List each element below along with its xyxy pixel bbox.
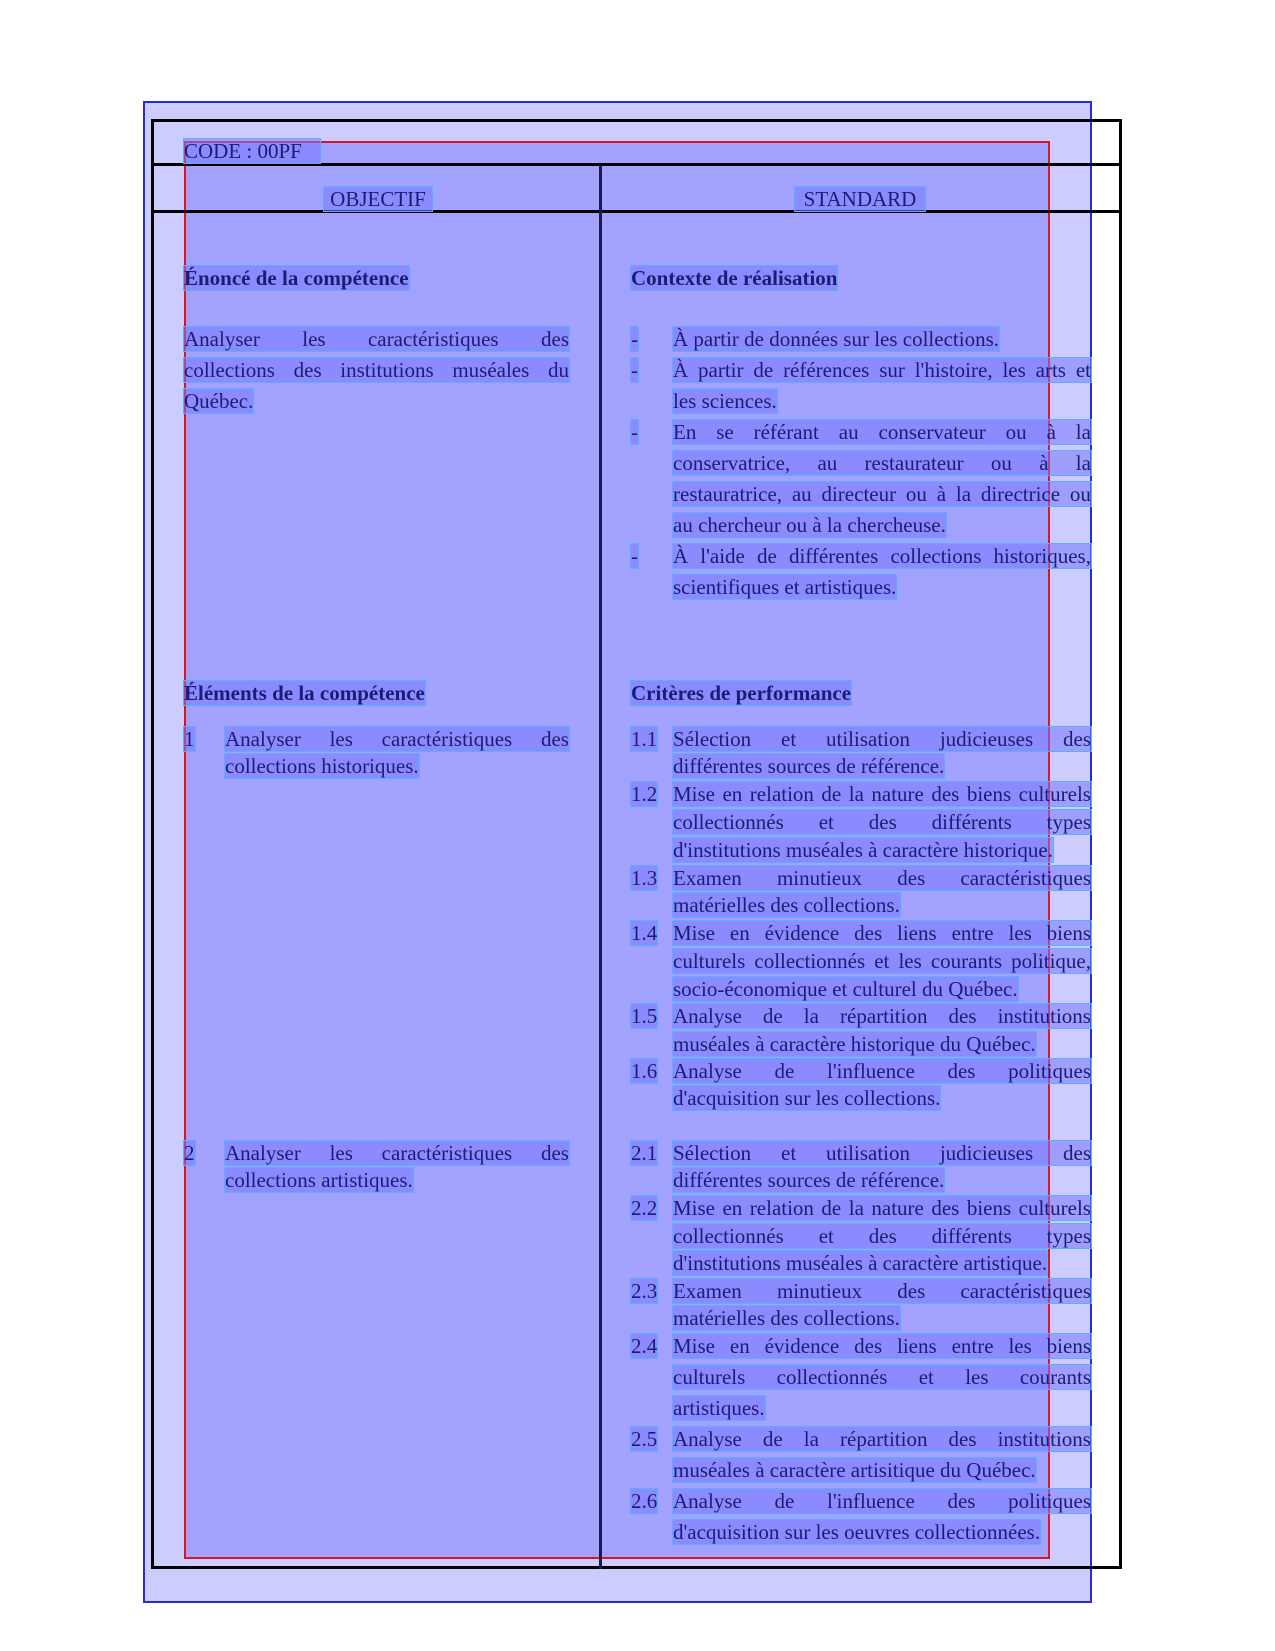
critere-line: différentes sources de référence. [673, 754, 945, 778]
critere-line: culturels collectionnés et les courants [673, 1365, 1091, 1389]
critere-line: Sélection et utilisation judicieuses des [673, 727, 1091, 751]
contexte-line: conservatrice, au restaurateur ou à la [673, 451, 1091, 475]
column-header-objectif: OBJECTIF [324, 187, 432, 211]
contexte-bullet: - [631, 327, 638, 351]
element-line: Analyser les caractéristiques des [225, 1141, 569, 1165]
contexte-line: À partir de données sur les collections. [673, 327, 999, 351]
critere-number: 2.5 [631, 1427, 658, 1451]
critere-line: artistiques. [673, 1396, 765, 1420]
critere-line: d'acquisition sur les collections. [673, 1086, 941, 1110]
contexte-title: Contexte de réalisation [631, 266, 838, 290]
critere-number: 1.6 [631, 1059, 658, 1083]
critere-line: différentes sources de référence. [673, 1168, 945, 1192]
contexte-bullet: - [631, 420, 638, 444]
contexte-line: À partir de références sur l'histoire, les arts et [673, 358, 1091, 382]
contexte-line: restauratrice, au directeur ou à la directrice ou [673, 482, 1091, 506]
elements-title: Éléments de la compétence [184, 681, 425, 705]
critere-line: collectionnés et des différents types [673, 810, 1091, 834]
code-label: CODE : 00PF [184, 139, 320, 163]
critere-line: muséales à caractère historique du Québec. [673, 1032, 1036, 1056]
contexte-line: À l'aide de différentes collections historiques, [673, 544, 1091, 568]
critere-line: socio-économique et culturel du Québec. [673, 977, 1018, 1001]
critere-line: Sélection et utilisation judicieuses des [673, 1141, 1091, 1165]
element-line: Analyser les caractéristiques des [225, 727, 569, 751]
contexte-line: au chercheur ou à la chercheuse. [673, 513, 946, 537]
critere-number: 1.4 [631, 921, 658, 945]
critere-line: Mise en relation de la nature des biens culturels [673, 1196, 1091, 1220]
enonce-line: collections des institutions muséales du [184, 358, 569, 382]
critere-number: 2.4 [631, 1334, 658, 1358]
contexte-bullet: - [631, 544, 638, 568]
critere-line: Analyse de la répartition des institutions [673, 1427, 1091, 1451]
critere-line: Mise en relation de la nature des biens culturels [673, 782, 1091, 806]
header-divider [151, 163, 1122, 166]
element-number: 1 [184, 727, 195, 751]
critere-number: 2.3 [631, 1279, 658, 1303]
column-header-standard: STANDARD [795, 187, 925, 211]
critere-line: d'institutions muséales à caractère artistique. [673, 1251, 1048, 1275]
critere-number: 1.1 [631, 727, 658, 751]
contexte-line: scientifiques et artistiques. [673, 575, 897, 599]
enonce-title: Énoncé de la compétence [184, 266, 409, 290]
critere-number: 1.2 [631, 782, 658, 806]
critere-number: 1.3 [631, 866, 658, 890]
critere-line: d'institutions muséales à caractère historique. [673, 838, 1053, 862]
column-divider [599, 165, 602, 1569]
critere-line: d'acquisition sur les oeuvres collectionnées. [673, 1520, 1041, 1544]
critere-line: collectionnés et des différents types [673, 1224, 1091, 1248]
critere-line: Mise en évidence des liens entre les biens [673, 921, 1091, 945]
critere-line: culturels collectionnés et les courants politique, [673, 949, 1091, 973]
enonce-line: Analyser les caractéristiques des [184, 327, 569, 351]
critere-line: matérielles des collections. [673, 1306, 900, 1330]
criteres-title: Critères de performance [631, 681, 852, 705]
contexte-line: les sciences. [673, 389, 777, 413]
critere-line: Analyse de l'influence des politiques [673, 1489, 1091, 1513]
element-line: collections artistiques. [225, 1168, 413, 1192]
critere-number: 2.1 [631, 1141, 658, 1165]
critere-number: 1.5 [631, 1004, 658, 1028]
critere-number: 2.6 [631, 1489, 658, 1513]
critere-line: Analyse de l'influence des politiques [673, 1059, 1091, 1083]
contexte-bullet: - [631, 358, 638, 382]
element-line: collections historiques. [225, 754, 419, 778]
critere-line: Examen minutieux des caractéristiques [673, 866, 1091, 890]
column-header-divider [151, 210, 1122, 213]
critere-line: matérielles des collections. [673, 893, 900, 917]
critere-line: Examen minutieux des caractéristiques [673, 1279, 1091, 1303]
critere-number: 2.2 [631, 1196, 658, 1220]
critere-line: muséales à caractère artisitique du Québec. [673, 1458, 1036, 1482]
contexte-line: En se référant au conservateur ou à la [673, 420, 1091, 444]
critere-line: Analyse de la répartition des institutions [673, 1004, 1091, 1028]
critere-line: Mise en évidence des liens entre les biens [673, 1334, 1091, 1358]
element-number: 2 [184, 1141, 195, 1165]
enonce-line: Québec. [184, 389, 254, 413]
